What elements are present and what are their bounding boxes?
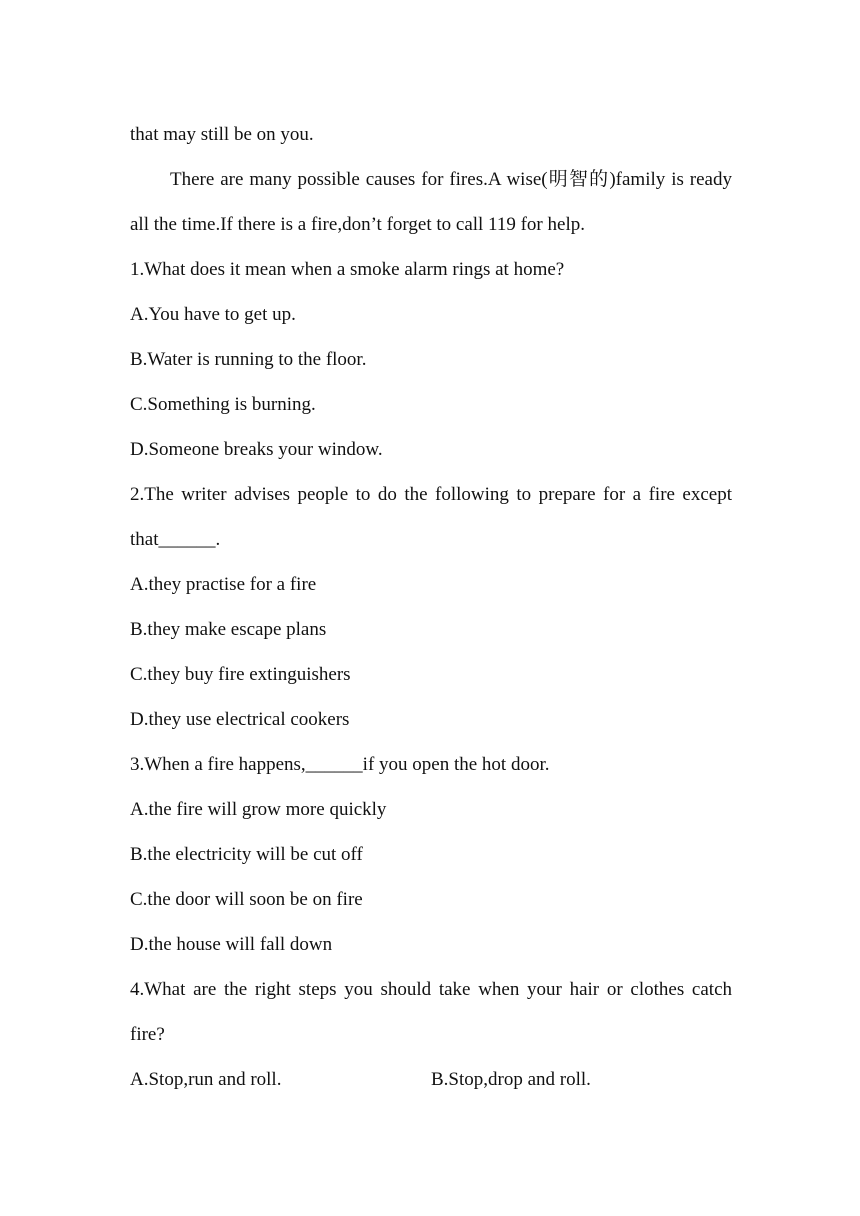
option-c: C.the door will soon be on fire [130,889,363,910]
question-stem: 2.The writer advises people to do the following to prepare for a fire except that______. [130,484,732,550]
page-content [130,112,732,1102]
option-a: A.they practise for a fire [130,574,317,595]
options-row [130,1057,732,1102]
option-d: D.Someone breaks your window. [130,439,383,460]
question-stem: 1.What does it mean when a smoke alarm rings at home? [130,259,565,280]
option-c: C.they buy fire extinguishers [130,664,351,685]
passage-continuation: that may still be on you. [130,124,314,145]
question-stem: 3.When a fire happens,______if you open the hot door. [130,754,550,775]
option-a: A.the fire will grow more quickly [130,799,387,820]
option-b: B.the electricity will be cut off [130,844,363,865]
question-stem: 4.What are the right steps you should take when your hair or clothes catch fire? [130,979,732,1045]
option-b: B.Stop,drop and roll. [431,1069,591,1090]
option-a: A.Stop,run and roll. [130,1069,282,1090]
option-b: B.Water is running to the floor. [130,349,367,370]
option-b: B.they make escape plans [130,619,327,640]
question-1 [130,247,732,472]
option-d: D.they use electrical cookers [130,709,350,730]
option-a: A.You have to get up. [130,304,296,325]
question-2 [130,472,732,742]
option-c: C.Something is burning. [130,394,316,415]
option-d: D.the house will fall down [130,934,333,955]
passage-paragraph: There are many possible causes for fires.A wise(明智的)family is ready all the time.If there is a fire,don’t forget to call 119 for help. [130,169,732,235]
question-4 [130,967,732,1102]
question-3 [130,742,732,967]
